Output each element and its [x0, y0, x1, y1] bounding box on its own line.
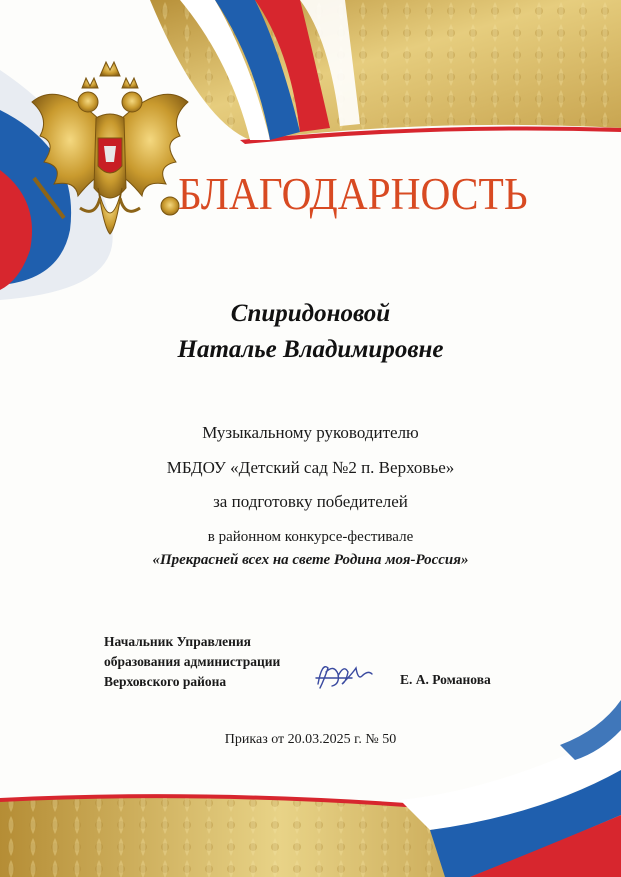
coat-of-arms-icon [20, 58, 200, 248]
event-name: «Прекрасней всех на свете Родина моя-Россия» [152, 552, 469, 568]
recipient-organization: МБДОУ «Детский сад №2 п. Верховье» [166, 458, 455, 477]
signature-scribble [312, 654, 382, 694]
signatory-position-line: Начальник Управления [104, 634, 251, 649]
signatory-position-line: Верховского района [104, 674, 227, 689]
signatory-position-line: образования администрации [104, 654, 281, 669]
recipient-position: Музыкальному руководителю [202, 423, 419, 442]
document-title: БЛАГОДАРНОСТЬ [178, 169, 528, 219]
award-reason: за подготовку победителей [213, 492, 408, 511]
recipient-surname: Спиридоновой [230, 300, 391, 327]
event-intro: в районном конкурсе-фестивале [207, 529, 414, 545]
signer-name: Е. А. Романова [400, 672, 491, 687]
signatory-position [104, 632, 324, 692]
order-reference: Приказ от 20.03.2025 г. № 50 [224, 732, 397, 747]
recipient-given-names: Наталье Владимировне [177, 336, 444, 363]
